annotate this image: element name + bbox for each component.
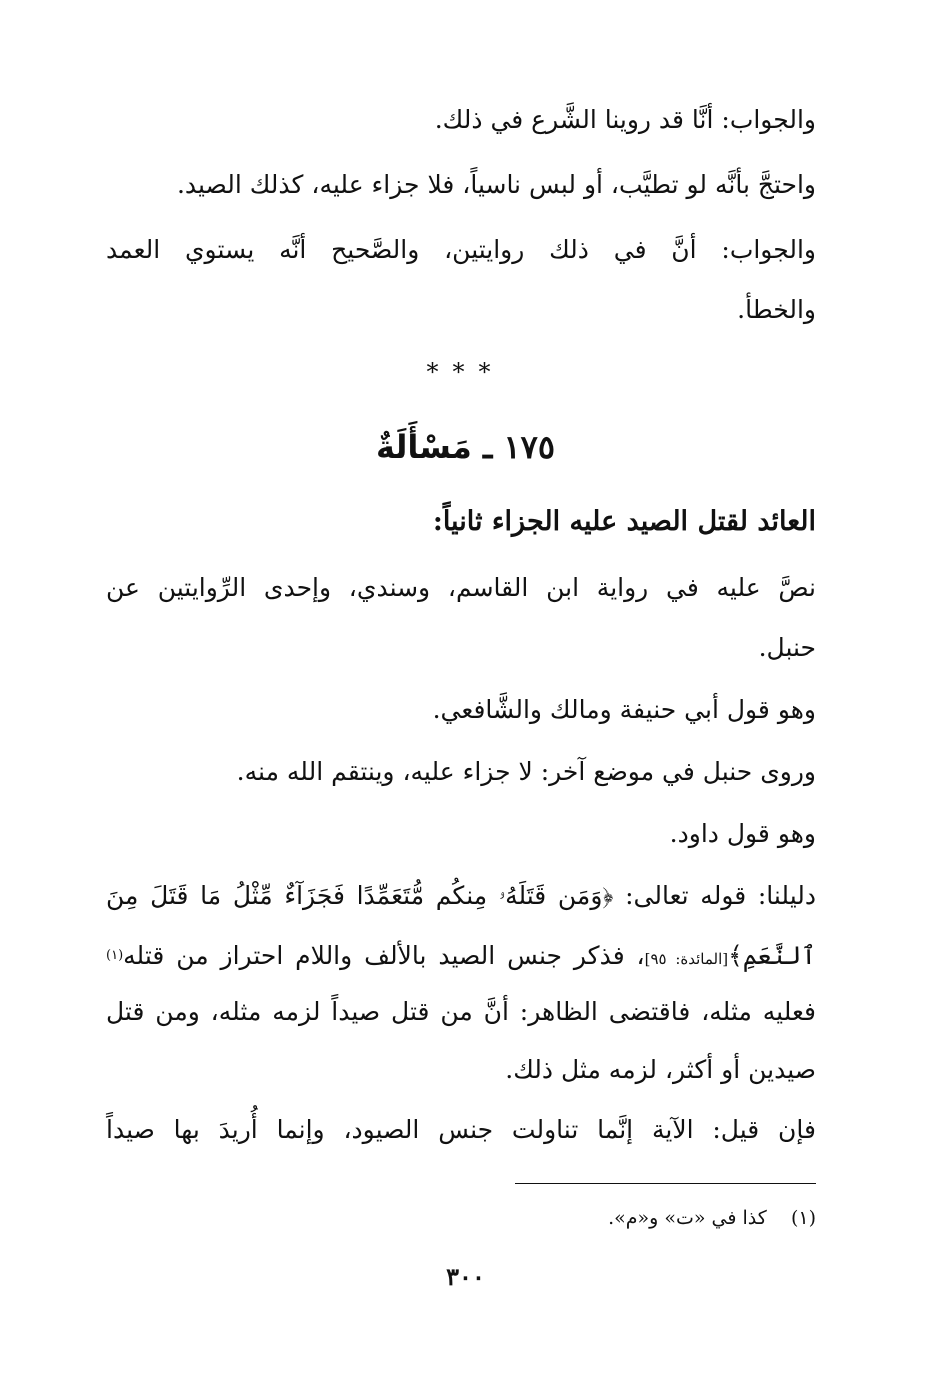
section-separator: *** [426, 358, 505, 386]
paragraph-line: والجواب: أنَّ في ذلك روايتين، والصَّحيح أنَّه يستوي العمد [106, 235, 816, 264]
masala-heading [0, 428, 931, 466]
footnote-divider [515, 1183, 816, 1184]
paragraph-line: صيدين أو أكثر، لزمه مثل ذلك. [505, 1055, 816, 1084]
paragraph-line [106, 936, 816, 976]
quran-verse-line: دليلنا: قوله تعالى: ﴿وَمَن قَتَلَهُۥ مِنكُم مُّتَعَمِّدًا فَجَزَآءٌ مِّثْلُ مَا قَتَلَ مِنَ [106, 881, 816, 910]
footnote-marker: (١) [106, 948, 124, 963]
masala-dash: ـ [482, 428, 493, 466]
paragraph-line: فعليه مثله، فاقتضى الظاهر: أنَّ من قتل صيداً لزمه مثله، ومن قتل [106, 997, 816, 1026]
footnote [608, 1200, 816, 1236]
paragraph-line: وهو قول أبي حنيفة ومالك والشَّافعي. [432, 695, 816, 724]
paragraph-line: نصَّ عليه في رواية ابن القاسم، وسندي، وإحدى الرِّوايتين عن [106, 573, 816, 602]
footnote-number: (١) [790, 1207, 816, 1229]
verse-reference: [المائدة: ٩٥] [644, 950, 729, 968]
paragraph-line: والجواب: أنَّا قد روينا الشَّرع في ذلك. [434, 105, 816, 134]
page-number: ٣٠٠ [446, 1262, 485, 1291]
masala-word: مَسْأَلَةٌ [375, 428, 472, 466]
paragraph-line: حنبل. [758, 633, 816, 662]
paragraph-text: ، فذكر جنس الصيد بالألف واللام احتراز من قتله [123, 941, 645, 970]
paragraph-line: فإن قيل: الآية إنَّما تناولت جنس الصيود، وإنما أُريدَ بها صيداً [106, 1115, 816, 1144]
paragraph-line: واحتجَّ بأنَّه لو تطيَّب، أو لبس ناسياً، فلا جزاء عليه، كذلك الصيد. [176, 170, 816, 199]
paragraph-line: وروى حنبل في موضع آخر: لا جزاء عليه، وينتقم الله منه. [236, 757, 816, 786]
quran-verse-end: ٱلنَّعَمِ﴾ [728, 941, 817, 970]
masala-number: ١٧٥ [503, 428, 556, 466]
footnote-text: كذا في «ت» و«م». [608, 1207, 767, 1229]
paragraph-line: وهو قول داود. [669, 819, 816, 848]
section-heading: العائد لقتل الصيد عليه الجزاء ثانياً: [432, 506, 816, 537]
paragraph-line: والخطأ. [737, 295, 816, 324]
